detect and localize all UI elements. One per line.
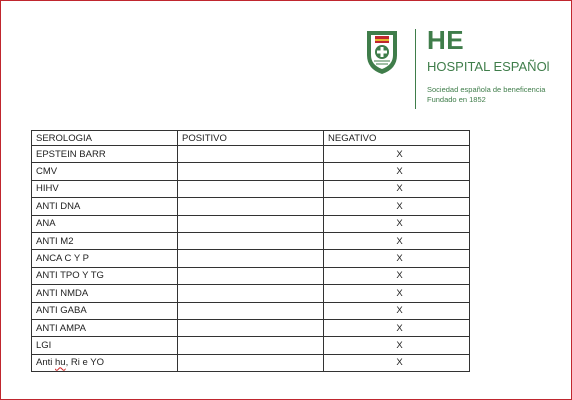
table-row — [32, 354, 470, 371]
cell-negativo: X — [324, 302, 470, 319]
table-row — [32, 232, 470, 249]
logo-hospital-name: HOSPITAL ESPAÑOl — [427, 59, 550, 74]
cell-positivo — [178, 146, 324, 163]
cell-serologia: ANTI AMPA — [32, 319, 178, 336]
cell-negativo: X — [324, 163, 470, 180]
cell-negativo: X — [324, 198, 470, 215]
table-row — [32, 250, 470, 267]
cell-negativo: X — [324, 232, 470, 249]
table-header-row — [32, 131, 470, 146]
cell-serologia: ANTI DNA — [32, 198, 178, 215]
cell-positivo — [178, 302, 324, 319]
cell-negativo: X — [324, 267, 470, 284]
hospital-logo — [365, 25, 565, 109]
table-row — [32, 215, 470, 232]
cell-negativo: X — [324, 319, 470, 336]
header-serologia: SEROLOGIA — [32, 131, 178, 146]
table-row — [32, 302, 470, 319]
cell-positivo — [178, 215, 324, 232]
cell-serologia: ANTI NMDA — [32, 285, 178, 302]
table-row — [32, 180, 470, 197]
cell-serologia: CMV — [32, 163, 178, 180]
cell-positivo — [178, 163, 324, 180]
cell-negativo: X — [324, 180, 470, 197]
logo-acronym: HE — [427, 25, 465, 55]
cell-serologia: EPSTEIN BARR — [32, 146, 178, 163]
logo-divider — [415, 29, 416, 109]
header-positivo: POSITIVO — [178, 131, 324, 146]
cell-serologia: ANCA C Y P — [32, 250, 178, 267]
table-row — [32, 319, 470, 336]
table-row — [32, 198, 470, 215]
cell-negativo: X — [324, 146, 470, 163]
cell-negativo: X — [324, 354, 470, 371]
cell-serologia: HIHV — [32, 180, 178, 197]
cell-positivo — [178, 354, 324, 371]
cell-negativo: X — [324, 250, 470, 267]
cell-positivo — [178, 180, 324, 197]
table-row — [32, 337, 470, 354]
table-row — [32, 285, 470, 302]
serology-table — [31, 130, 470, 372]
cell-negativo: X — [324, 215, 470, 232]
cell-positivo — [178, 319, 324, 336]
cell-positivo — [178, 232, 324, 249]
hospital-shield-icon — [365, 29, 399, 75]
cell-serologia: Anti hu, Ri e YO — [32, 354, 178, 371]
cell-positivo — [178, 285, 324, 302]
header-negativo: NEGATIVO — [324, 131, 470, 146]
cell-positivo — [178, 267, 324, 284]
logo-subtitle: Sociedad española de beneficencia — [427, 85, 546, 94]
logo-founded: Fundado en 1852 — [427, 95, 486, 104]
cell-positivo — [178, 337, 324, 354]
cell-positivo — [178, 198, 324, 215]
cell-serologia: ANTI M2 — [32, 232, 178, 249]
table-row — [32, 163, 470, 180]
table-body — [32, 146, 470, 372]
table-row — [32, 146, 470, 163]
cell-serologia: ANA — [32, 215, 178, 232]
cell-negativo: X — [324, 337, 470, 354]
cell-positivo — [178, 250, 324, 267]
table-row — [32, 267, 470, 284]
cell-serologia: ANTI GABA — [32, 302, 178, 319]
cell-negativo: X — [324, 285, 470, 302]
cell-serologia: ANTI TPO Y TG — [32, 267, 178, 284]
cell-serologia: LGI — [32, 337, 178, 354]
